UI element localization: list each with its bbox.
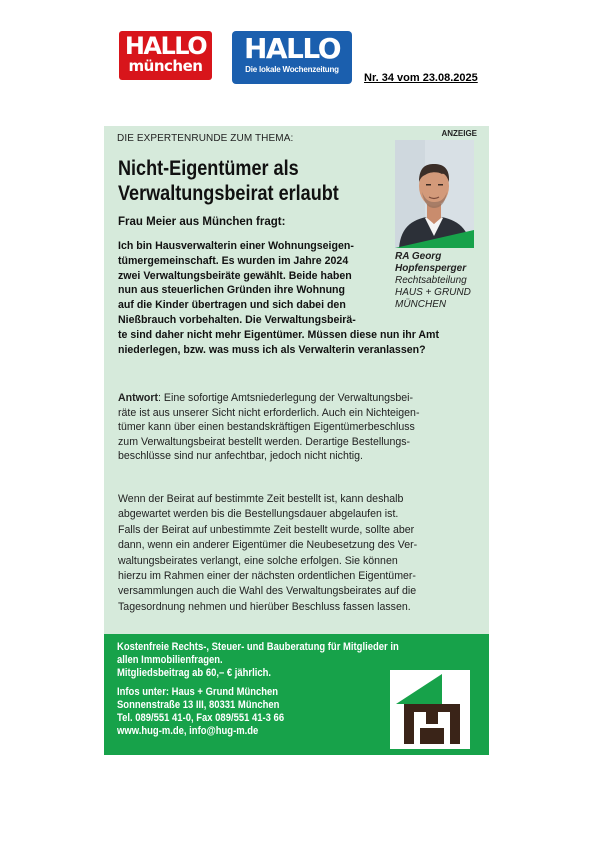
expert-role-line-2: HAUS + GRUND <box>395 287 471 298</box>
membership-info <box>117 641 399 738</box>
paragraph-line: versammlungen auch die Wahl des Verwaltungsbeirates auf die <box>118 585 417 598</box>
logo-blue-line2: Die lokale Wochenzeitung <box>245 65 339 74</box>
answer-paragraph-2 <box>118 492 417 615</box>
topic-kicker: DIE EXPERTENRUNDE ZUM THEMA: <box>117 133 294 144</box>
question-line: Ich bin Hausverwalterin einer Wohnungseigen- <box>118 240 354 252</box>
hallo-muenchen-logo <box>119 31 212 80</box>
paragraph-line: dann, wenn ein anderer Eigentümer die Neubesetzung des Ver- <box>118 539 418 552</box>
logo-red-line2: münchen <box>128 57 203 75</box>
article-title <box>118 156 350 206</box>
reader-question <box>118 239 439 357</box>
paragraph-line: Wenn der Beirat auf bestimmte Zeit bestellt ist, kann deshalb <box>118 493 404 505</box>
answer-line: zum Verwaltungsbeirat bestellt werden. Derartige Bestellungs- <box>118 435 411 448</box>
logo-blue-line1: HALLO <box>243 32 341 65</box>
logo-red-line1: HALLO <box>124 32 207 60</box>
answer-line-text: : Eine sofortige Amtsniederlegung der Verwaltungsbei- <box>158 392 414 404</box>
paragraph-line: abgewartet werden bis die Bestellungsdauer abgelaufen ist. <box>118 508 399 521</box>
question-line: niederlegen, bzw. was muss ich als Verwalterin veranlassen? <box>118 343 426 356</box>
house-logo-icon <box>390 670 470 749</box>
answer-line <box>118 391 419 406</box>
title-line-2: Verwaltungsbeirat erlaubt <box>118 182 339 205</box>
advertisement-label: ANZEIGE <box>441 129 477 138</box>
paragraph-line: waltungsbeirates verlangt, eine solche erfolgen. Sie können <box>118 554 398 567</box>
question-line: nun aus steuerlichen Gründen ihre Wohnung <box>118 284 345 297</box>
expert-answer <box>118 391 419 464</box>
article-panel <box>104 126 489 755</box>
paragraph-line: Falls der Beirat auf unbestimmte Zeit bestellt wurde, sollte aber <box>118 523 415 536</box>
info-line: Mitgliedsbeitrag ab 60,– € jährlich. <box>117 667 272 679</box>
paragraph-line: hierzu im Rahmen einer der nächsten ordentlichen Eigentümer- <box>118 570 416 583</box>
info-line: allen Immobilienfragen. <box>117 654 223 666</box>
expert-role-line-1: Rechtsabteilung <box>395 275 467 286</box>
question-line: te sind daher nicht mehr Eigentümer. Müssen diese nun ihr Amt <box>118 328 440 341</box>
answer-line: räte ist aus unserer Sicht nicht erforderlich. Auch ein Nichteigen- <box>118 406 420 419</box>
paragraph-line: Tagesordnung nehmen und hierüber Beschluss fassen lassen. <box>118 600 411 613</box>
question-line: zwei Verwaltungsbeiräte gewählt. Beide haben <box>118 269 352 282</box>
issue-date: Nr. 34 vom 23.08.2025 <box>364 72 478 84</box>
title-line-1: Nicht-Eigentümer als <box>118 157 299 180</box>
info-line: Tel. 089/551 41-0, Fax 089/551 41-3 66 <box>117 712 285 724</box>
question-line: tümergemeinschaft. Es wurden im Jahre 2024 <box>118 254 349 267</box>
expert-name-line-2: Hopfensperger <box>395 263 467 274</box>
hallo-wochenzeitung-logo <box>232 31 352 84</box>
info-line: Kostenfreie Rechts-, Steuer- und Bauberatung für Mitglieder in <box>117 641 399 653</box>
info-line: Infos unter: Haus + Grund München <box>117 686 279 698</box>
question-line: Nießbrauch vorbehalten. Die Verwaltungsbeirä- <box>118 313 356 326</box>
answer-line: beschlüsse sind nur anfechtbar, jedoch nicht nichtig. <box>118 450 363 463</box>
expert-role-line-3: MÜNCHEN <box>395 299 447 310</box>
info-line: Sonnenstraße 13 III, 80331 München <box>117 699 280 711</box>
haus-und-grund-logo <box>390 670 470 749</box>
question-line: auf die Kinder übertragen und sich dabei den <box>118 299 346 312</box>
answer-label: Antwort <box>118 392 159 404</box>
expert-name-line-1: RA Georg <box>395 251 442 262</box>
answer-line: tümer kann über einen bestandskräftigen Eigentümerbeschluss <box>118 421 415 434</box>
article-intro: Frau Meier aus München fragt: <box>118 216 286 228</box>
info-line: www.hug-m.de, info@hug-m.de <box>117 725 259 737</box>
